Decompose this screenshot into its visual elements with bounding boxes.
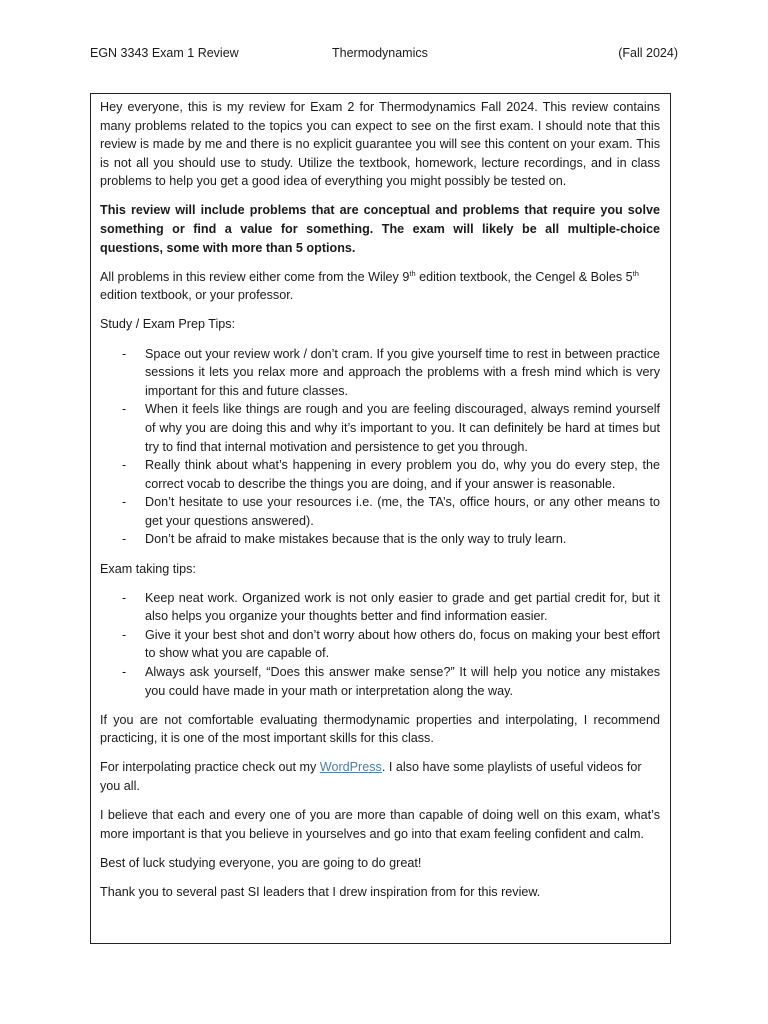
exam-format-note: This review will include problems that are conceptual and problems that require you solve something or find a value for something. The exam will likely be all multiple-choice questions, some with more than 5 options. bbox=[100, 203, 660, 255]
exam-tip-text: Keep neat work. Organized work is not only easier to grade and get partial credit for, but it also helps you organize your thoughts better and find information easier. bbox=[145, 590, 660, 624]
list-item bbox=[100, 626, 660, 663]
study-tip-text: Don’t hesitate to use your resources i.e. (me, the TA’s, office hours, or any other means to get your questions answered). bbox=[145, 495, 660, 528]
dash-bullet: - bbox=[122, 495, 127, 510]
header-term: (Fall 2024) bbox=[618, 46, 678, 60]
exam-tip-text: Give it your best shot and don’t worry about how others do, focus on making your best effort to show what you are capable of. bbox=[145, 627, 660, 661]
interpolation-paragraph: If you are not comfortable evaluating thermodynamic properties and interpolating, I recommend practicing, it is one of the most important skills for this class. bbox=[100, 712, 660, 746]
belief-paragraph: I believe that each and every one of you are more than capable of doing well on this exam, what’s more important is that you believe in yourselves and go into that exam feeling confident and calm. bbox=[100, 808, 660, 841]
dash-bullet: - bbox=[122, 627, 127, 642]
wordpress-link[interactable]: WordPress bbox=[319, 760, 382, 775]
header-subject: Thermodynamics bbox=[332, 46, 428, 60]
sources-text-2: edition textbook, the Cengel & Boles 5 bbox=[415, 269, 633, 284]
review-content-box bbox=[90, 93, 671, 944]
dash-bullet: - bbox=[122, 402, 127, 417]
intro-paragraph: Hey everyone, this is my review for Exam 2 for Thermodynamics Fall 2024. This review contains many problems related to the topics you can expect to see on the first exam. I should note that this review is made by me and there is no explicit guarantee you will see this content on your exam. This is not all you should use to study. Utilize the textbook, homework, lecture recordings, and in class problems to help you get a good idea of everything you might possibly be tested on. bbox=[100, 100, 660, 189]
study-tip-text: Space out your review work / don’t cram. If you give yourself time to rest in between practice sessions it lets you relax more and approach the problems with a fresh mind which is very important for this and future classes. bbox=[145, 346, 660, 398]
sources-text-3: edition textbook, or your professor. bbox=[100, 288, 294, 303]
dash-bullet: - bbox=[122, 458, 127, 473]
exam-tips-list bbox=[100, 589, 660, 701]
study-tip-text: Don’t be afraid to make mistakes because that is the only way to truly learn. bbox=[145, 532, 567, 547]
list-item bbox=[100, 400, 660, 456]
study-tips-heading: Study / Exam Prep Tips: bbox=[100, 317, 236, 332]
dash-bullet: - bbox=[122, 532, 127, 547]
study-tips-list bbox=[100, 345, 660, 550]
page-header bbox=[90, 46, 678, 64]
exam-tip-text: Always ask yourself, “Does this answer make sense?” It will help you notice any mistakes you could have made in your math or interpretation along the way. bbox=[145, 665, 660, 698]
list-item bbox=[100, 530, 660, 549]
practice-text-before: For interpolating practice check out my bbox=[100, 760, 320, 775]
luck-paragraph: Best of luck studying everyone, you are going to do great! bbox=[100, 855, 422, 870]
sources-superscript-2: th bbox=[632, 268, 639, 278]
study-tip-text: When it feels like things are rough and you are feeling discouraged, always remind yourself of why you are doing this and why it’s important to you. It can definitely be hard at times but try to find that internal motivation and persistence to get you through. bbox=[145, 402, 660, 454]
list-item bbox=[100, 589, 660, 626]
list-item bbox=[100, 456, 660, 493]
practice-paragraph bbox=[100, 758, 660, 795]
thanks-paragraph: Thank you to several past SI leaders that I drew inspiration from for this review. bbox=[100, 884, 541, 899]
sources-text-1: All problems in this review either come from the Wiley 9 bbox=[100, 269, 410, 284]
study-tip-text: Really think about what’s happening in every problem you do, why you do every step, the correct vocab to describe the things you are doing, and if your answer is reasonable. bbox=[145, 458, 660, 491]
dash-bullet: - bbox=[122, 346, 127, 361]
dash-bullet: - bbox=[122, 590, 127, 605]
list-item bbox=[100, 345, 660, 401]
exam-tips-heading: Exam taking tips: bbox=[100, 561, 196, 576]
sources-superscript-1: th bbox=[409, 268, 416, 278]
practice-text-after: . I also have some playlists of useful videos for you all. bbox=[100, 760, 642, 793]
header-course: EGN 3343 Exam 1 Review bbox=[90, 46, 239, 60]
dash-bullet: - bbox=[122, 665, 127, 680]
list-item bbox=[100, 493, 660, 530]
sources-paragraph bbox=[100, 268, 660, 305]
list-item bbox=[100, 663, 660, 700]
